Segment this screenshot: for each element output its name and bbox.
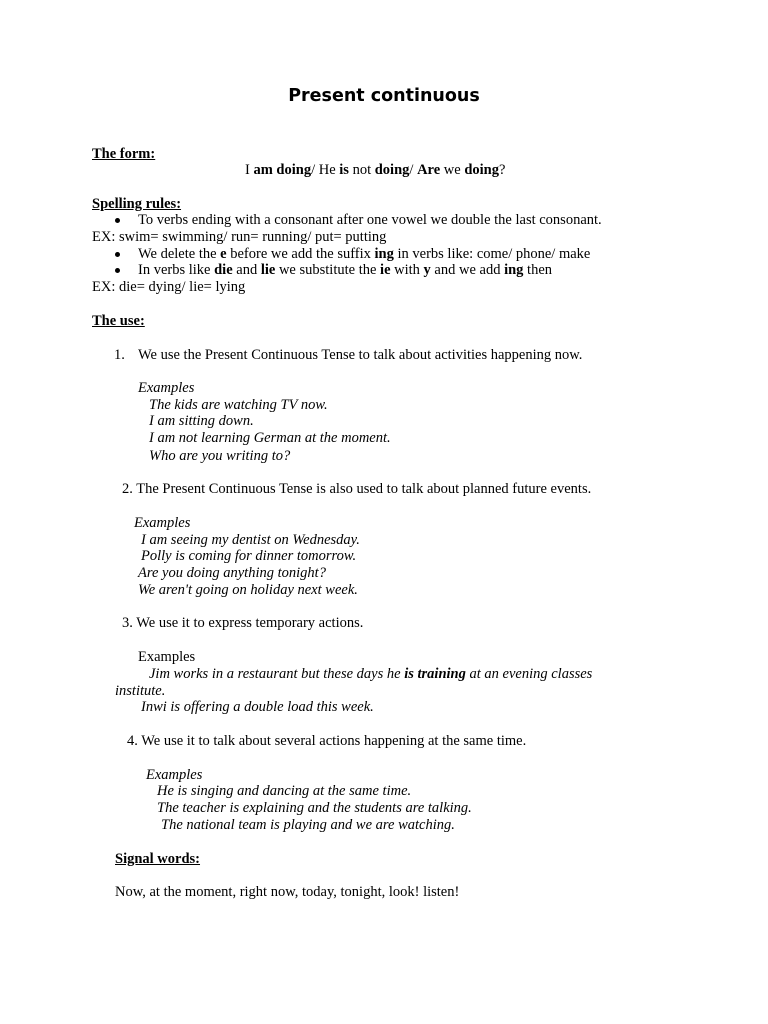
use-4-example: He is singing and dancing at the same time. (157, 783, 412, 799)
spelling-heading: Spelling rules: (92, 196, 182, 212)
use-3-examples-label: Examples (138, 649, 196, 665)
text-run: we (440, 162, 465, 178)
bold-text-run: doing (374, 162, 410, 178)
bullet-icon (115, 218, 120, 223)
use-2-example: Polly is coming for dinner tomorrow. (141, 548, 357, 564)
bold-text-run: die (214, 262, 233, 278)
bold-text-run: am doing (253, 162, 312, 178)
bold-text-run: lie (260, 262, 276, 278)
spelling-rule-1: To verbs ending with a consonant after one vowel we double the last consonant. (138, 212, 602, 228)
text-run: in verbs like: come/ phone/ make (393, 246, 591, 262)
text-run: then (523, 262, 553, 278)
bullet-icon (115, 268, 120, 273)
use-1-example: I am sitting down. (149, 413, 254, 429)
page-title: Present continuous (288, 86, 480, 106)
use-3-example: Inwi is offering a double load this week. (141, 699, 374, 715)
use-3-text: 3. We use it to express temporary actions. (122, 615, 364, 631)
use-4-text: 4. We use it to talk about several actions happening at the same time. (127, 733, 527, 749)
use-3-example-line (149, 666, 592, 683)
text-run: ? (499, 162, 506, 178)
signal-words-heading: Signal words: (115, 851, 201, 867)
spelling-rule-3 (138, 262, 552, 279)
use-2-examples-label: Examples (134, 515, 191, 531)
use-1-text: We use the Present Continuous Tense to talk about activities happening now. (138, 347, 583, 363)
bold-text-run: y (423, 262, 431, 278)
use-2-example: We aren't going on holiday next week. (138, 582, 358, 598)
form-example-line (245, 162, 505, 179)
bold-text-run: is training (404, 666, 466, 682)
bold-text-run: ing (374, 246, 394, 262)
text-run: we substitute the (275, 262, 381, 278)
text-run: not (348, 162, 375, 178)
use-2-example: I am seeing my dentist on Wednesday. (141, 532, 360, 548)
text-run: Jim works in a restaurant but these days he (149, 666, 405, 682)
text-run: with (390, 262, 424, 278)
signal-words-text: Now, at the moment, right now, today, tonight, look! listen! (115, 884, 460, 900)
text-run: and we add (430, 262, 505, 278)
spelling-example-1: EX: swim= swimming/ run= running/ put= putting (92, 229, 387, 245)
bold-text-run: is (339, 162, 349, 178)
bullet-icon (115, 252, 120, 257)
use-1-example: Who are you writing to? (149, 448, 291, 464)
text-run: In verbs like (138, 262, 215, 278)
use-1-example: I am not learning German at the moment. (149, 430, 391, 446)
use-1-examples-label: Examples (138, 380, 195, 396)
use-4-examples-label: Examples (146, 767, 203, 783)
text-run: at an evening classes (465, 666, 593, 682)
use-3-example-continuation: institute. (115, 683, 166, 699)
text-run: / He (311, 162, 340, 178)
form-heading: The form: (92, 146, 156, 162)
bold-text-run: ing (504, 262, 524, 278)
use-2-text: 2. The Present Continuous Tense is also used to talk about planned future events. (122, 481, 592, 497)
bold-text-run: e (220, 246, 227, 262)
use-2-example: Are you doing anything tonight? (138, 565, 326, 581)
text-run: before we add the suffix (226, 246, 375, 262)
spelling-example-2: EX: die= dying/ lie= lying (92, 279, 246, 295)
spelling-rule-2 (138, 246, 590, 263)
text-run: We delete the (138, 246, 221, 262)
bold-text-run: ie (380, 262, 391, 278)
bold-text-run: doing (464, 162, 499, 178)
text-run: and (232, 262, 261, 278)
use-4-example: The national team is playing and we are watching. (161, 817, 455, 833)
bold-text-run: Are (417, 162, 441, 178)
use-1-example: The kids are watching TV now. (149, 397, 328, 413)
use-heading: The use: (92, 313, 145, 329)
use-4-example: The teacher is explaining and the students are talking. (157, 800, 472, 816)
text-run: / (409, 162, 418, 178)
text-run: I (245, 162, 254, 178)
use-1-number: 1. (114, 347, 125, 363)
